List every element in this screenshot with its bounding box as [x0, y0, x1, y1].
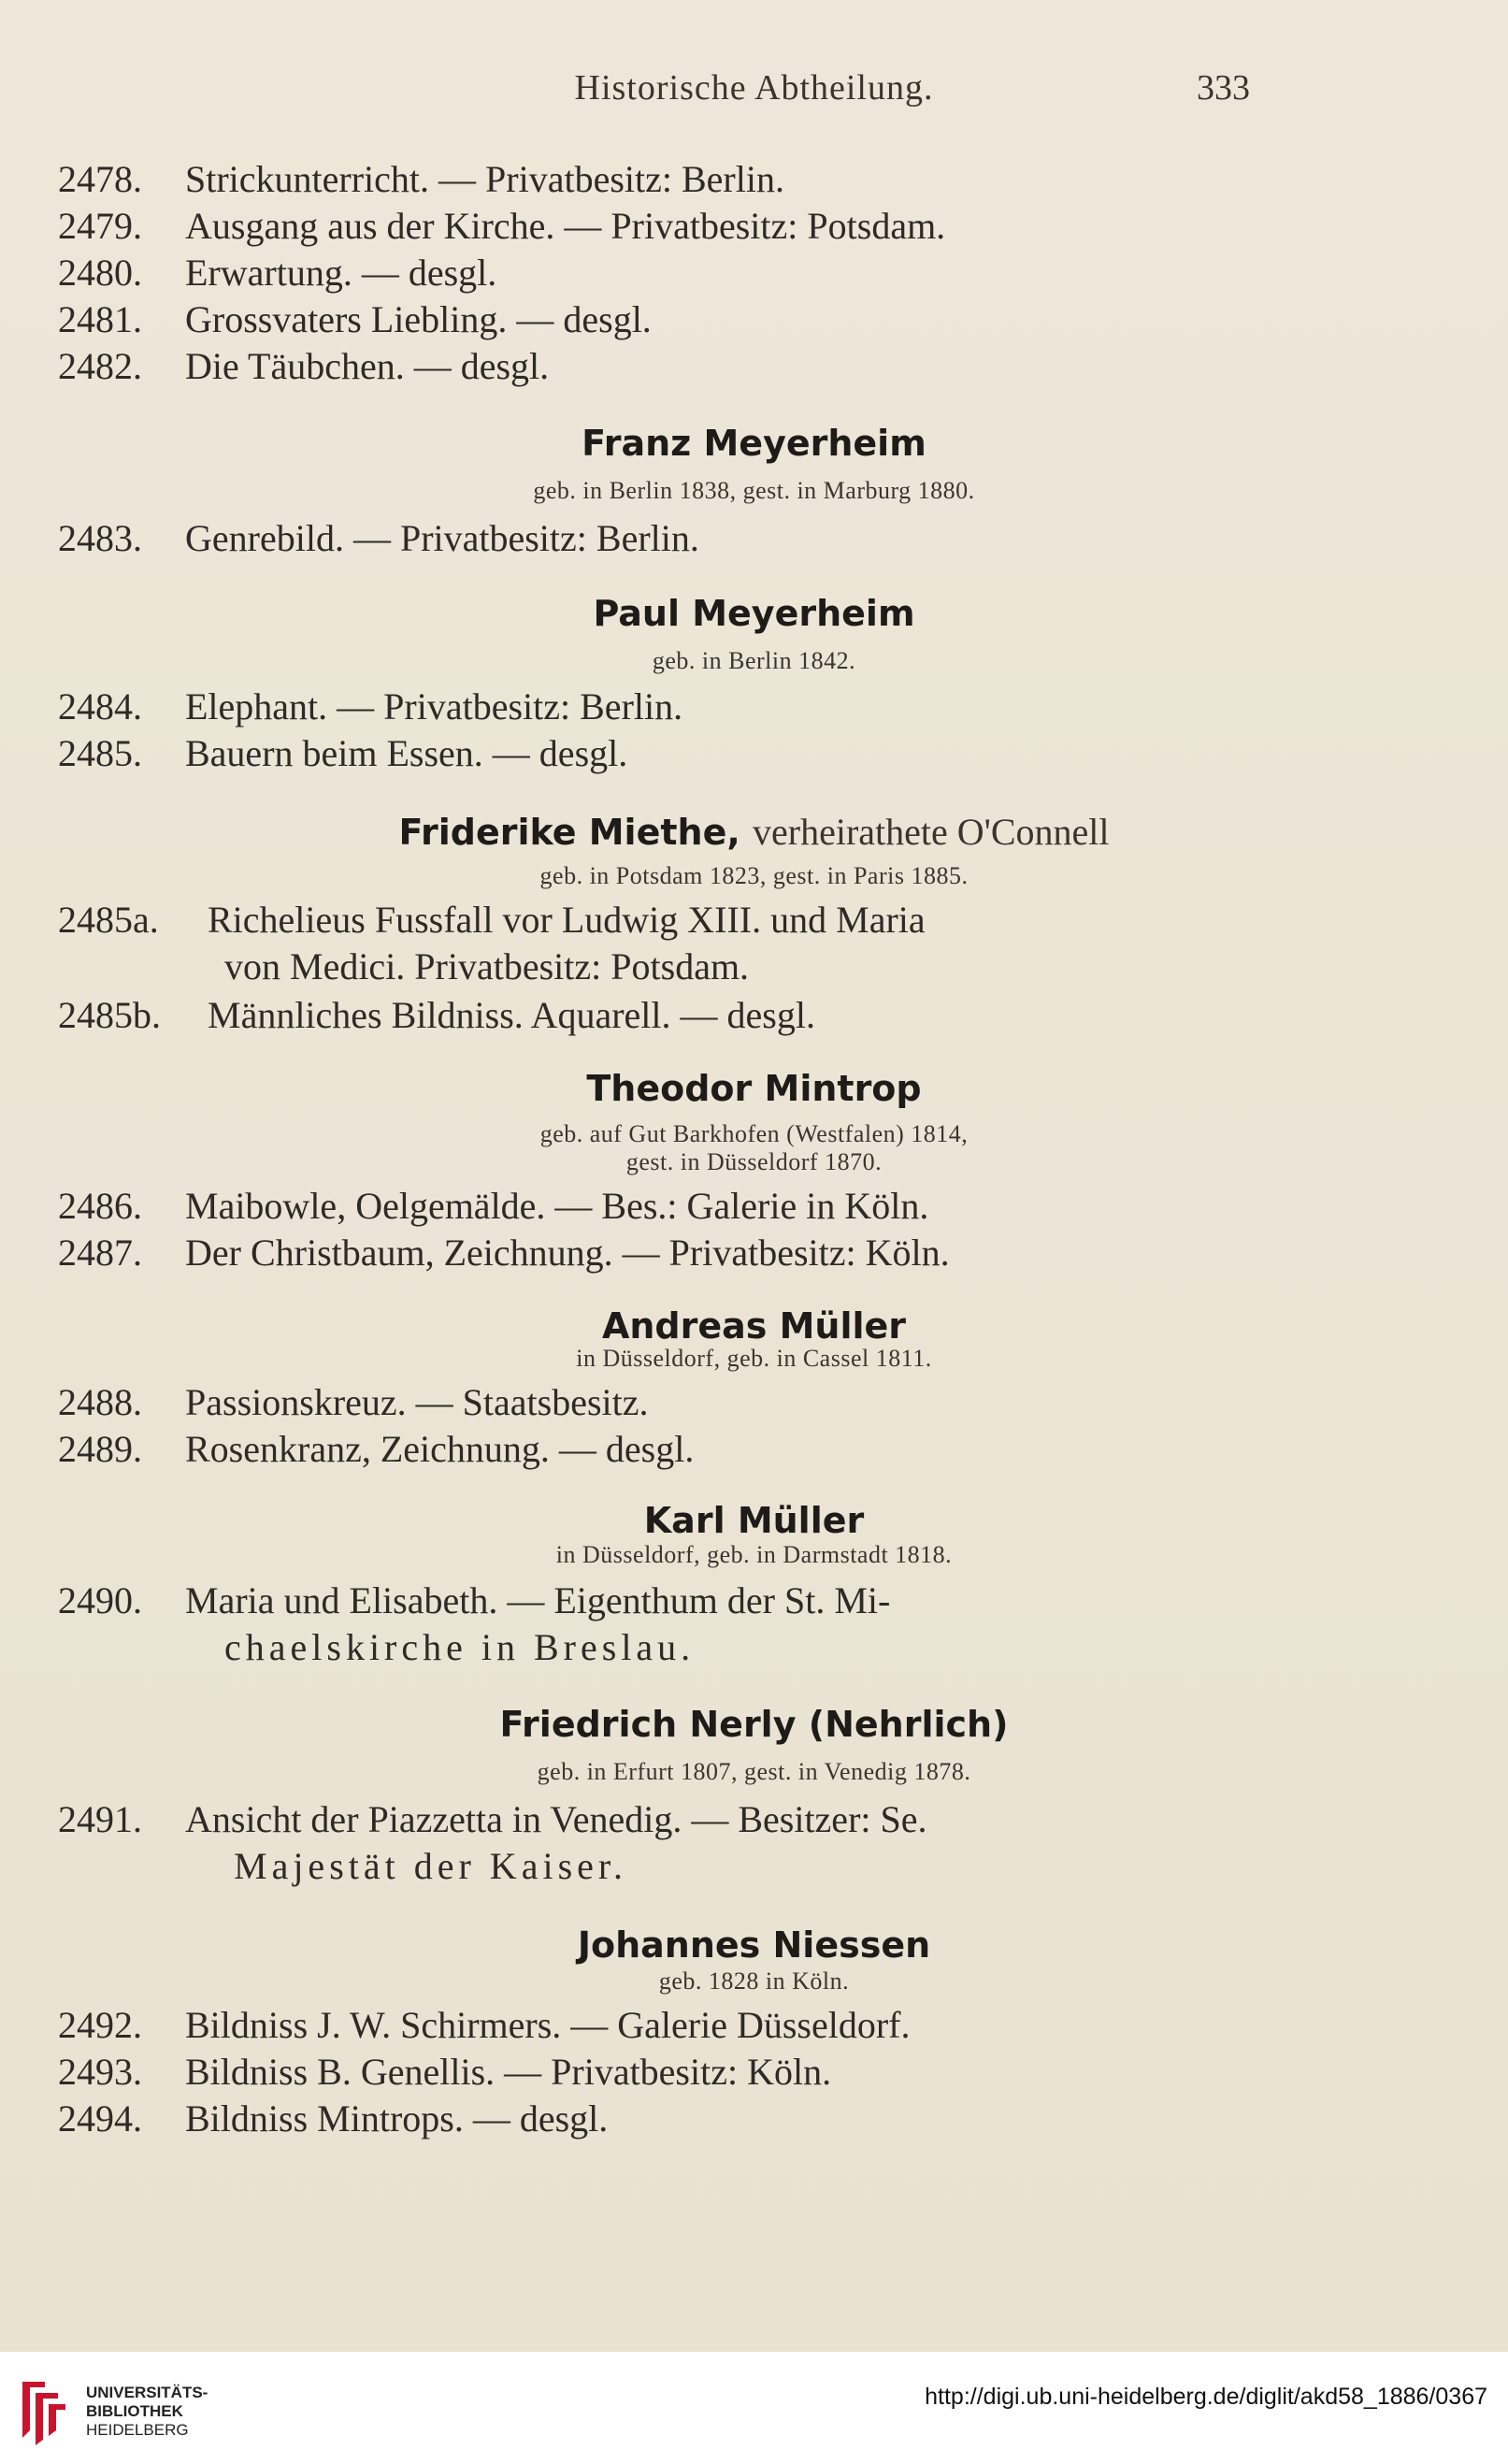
artist-bio: in Düsseldorf, geb. in Cassel 1811. [576, 1345, 932, 1372]
entry-text: Ansicht der Piazzetta in Venedig. — Besitzer: Se. [185, 1798, 927, 1840]
entry-text: Erwartung. — desgl. [185, 252, 497, 294]
entry-number: 2485b. [58, 994, 161, 1036]
page-header [0, 67, 1508, 114]
artist-bio: in Düsseldorf, geb. in Darmstadt 1818. [555, 1541, 953, 1568]
artist-bio: geb. auf Gut Barkhofen (Westfalen) 1814, [539, 1120, 969, 1147]
entry-text: Bauern beim Essen. — desgl. [185, 732, 628, 774]
artist-bio: geb. in Erfurt 1807, gest. in Venedig 1878. [537, 1758, 971, 1785]
entry-text: Die Täubchen. — desgl. [185, 345, 550, 387]
entry-number: 2493. [58, 2051, 142, 2093]
entry-row [0, 2050, 1508, 2097]
entry-continuation: von Medici. Privatbesitz: Potsdam. [224, 945, 750, 987]
entry-number: 2487. [58, 1232, 142, 1274]
entry-row [0, 204, 1508, 251]
artist-heading: Andreas Müller [601, 1305, 907, 1347]
library-name-line2: BIBLIOTHEK [86, 2402, 183, 2420]
entry-number: 2485a. [58, 899, 159, 941]
artist-bio: geb. in Potsdam 1823, gest. in Paris 1885. [539, 862, 969, 889]
entry-text: Ausgang aus der Kirche. — Privatbesitz: Potsdam. [185, 205, 946, 247]
entry-text: Bildniss B. Genellis. — Privatbesitz: Köln. [185, 2051, 832, 2093]
library-name-line1: UNIVERSITÄTS- [86, 2384, 208, 2401]
entry-number: 2478. [58, 158, 142, 200]
artist-heading: Friedrich Nerly (Nehrlich) [499, 1704, 1009, 1745]
entry-row [0, 251, 1508, 297]
entry-row [0, 731, 1508, 778]
entry-row [0, 297, 1508, 344]
entry-text: Grossvaters Liebling. — desgl. [185, 298, 652, 340]
entry-continuation: Majestät der Kaiser. [234, 1845, 627, 1887]
entry-number: 2479. [58, 205, 142, 247]
entry-number: 2488. [58, 1381, 142, 1423]
running-title: Historische Abtheilung. [574, 68, 934, 108]
artist-heading: Paul Meyerheim [593, 593, 915, 634]
artist-heading [0, 810, 1508, 854]
entry-number: 2485. [58, 732, 142, 774]
entry-row [0, 157, 1508, 204]
library-logo-icon [17, 2372, 71, 2445]
page-number: 333 [1197, 68, 1250, 108]
entry-text: Männliches Bildniss. Aquarell. — desgl. [208, 994, 815, 1036]
entry-row [0, 1578, 1508, 1625]
entry-text: Strickunterricht. — Privatbesitz: Berlin. [185, 158, 784, 200]
entry-row [0, 993, 1508, 1040]
artist-bio: gest. in Düsseldorf 1870. [625, 1148, 883, 1175]
entry-row [0, 1427, 1508, 1474]
entry-text: Passionskreuz. — Staatsbesitz. [185, 1381, 649, 1423]
artist-name: Friderike Miethe, [398, 812, 740, 853]
entry-row [0, 344, 1508, 391]
entry-number: 2490. [58, 1579, 142, 1621]
artist-heading: Franz Meyerheim [582, 423, 926, 464]
entry-row [0, 1184, 1508, 1231]
artist-bio: geb. in Berlin 1842. [652, 647, 856, 674]
artist-bio: geb. in Berlin 1838, gest. in Marburg 1880. [533, 477, 975, 504]
source-url[interactable]: http://digi.ub.uni-heidelberg.de/diglit/akd58_1886/0367 [925, 2384, 1487, 2410]
entry-text: Maria und Elisabeth. — Eigenthum der St. Mi- [185, 1579, 891, 1621]
entry-text: Genrebild. — Privatbesitz: Berlin. [185, 517, 699, 559]
entry-number: 2481. [58, 298, 142, 340]
entry-text: Der Christbaum, Zeichnung. — Privatbesitz: Köln. [185, 1232, 950, 1274]
entry-text: Bildniss J. W. Schirmers. — Galerie Düsseldorf. [185, 2004, 911, 2046]
entry-row [0, 516, 1508, 563]
library-name-line3: HEIDELBERG [86, 2421, 189, 2439]
entry-number: 2491. [58, 1798, 142, 1840]
entry-row [0, 1231, 1508, 1277]
entry-row [0, 1380, 1508, 1427]
entry-number: 2492. [58, 2004, 142, 2046]
digitization-footer [0, 2352, 1508, 2464]
entry-text: Rosenkranz, Zeichnung. — desgl. [185, 1428, 695, 1470]
entry-text: Richelieus Fussfall vor Ludwig XIII. und Maria [208, 899, 926, 941]
entry-row [0, 2097, 1508, 2143]
entry-number: 2486. [58, 1185, 142, 1227]
entry-number: 2489. [58, 1428, 142, 1470]
entry-number: 2480. [58, 252, 142, 294]
artist-bio: geb. 1828 in Köln. [658, 1967, 850, 1995]
entry-number: 2483. [58, 517, 142, 559]
entry-text: Elephant. — Privatbesitz: Berlin. [185, 685, 683, 728]
artist-heading: Theodor Mintrop [586, 1068, 922, 1109]
artist-name-extra: verheirathete O'Connell [753, 811, 1110, 853]
entry-row [0, 1797, 1508, 1844]
entry-text: Bildniss Mintrops. — desgl. [185, 2097, 609, 2140]
entry-text: Maibowle, Oelgemälde. — Bes.: Galerie in Köln. [185, 1185, 929, 1227]
artist-heading: Johannes Niessen [577, 1924, 931, 1966]
entry-number: 2484. [58, 685, 142, 728]
entry-number: 2494. [58, 2097, 142, 2140]
entry-row [0, 684, 1508, 731]
entry-number: 2482. [58, 345, 142, 387]
entry-row [0, 898, 1508, 944]
entry-continuation: chaelskirche in Breslau. [224, 1626, 696, 1668]
artist-heading: Karl Müller [643, 1500, 865, 1541]
entry-row [0, 2003, 1508, 2050]
